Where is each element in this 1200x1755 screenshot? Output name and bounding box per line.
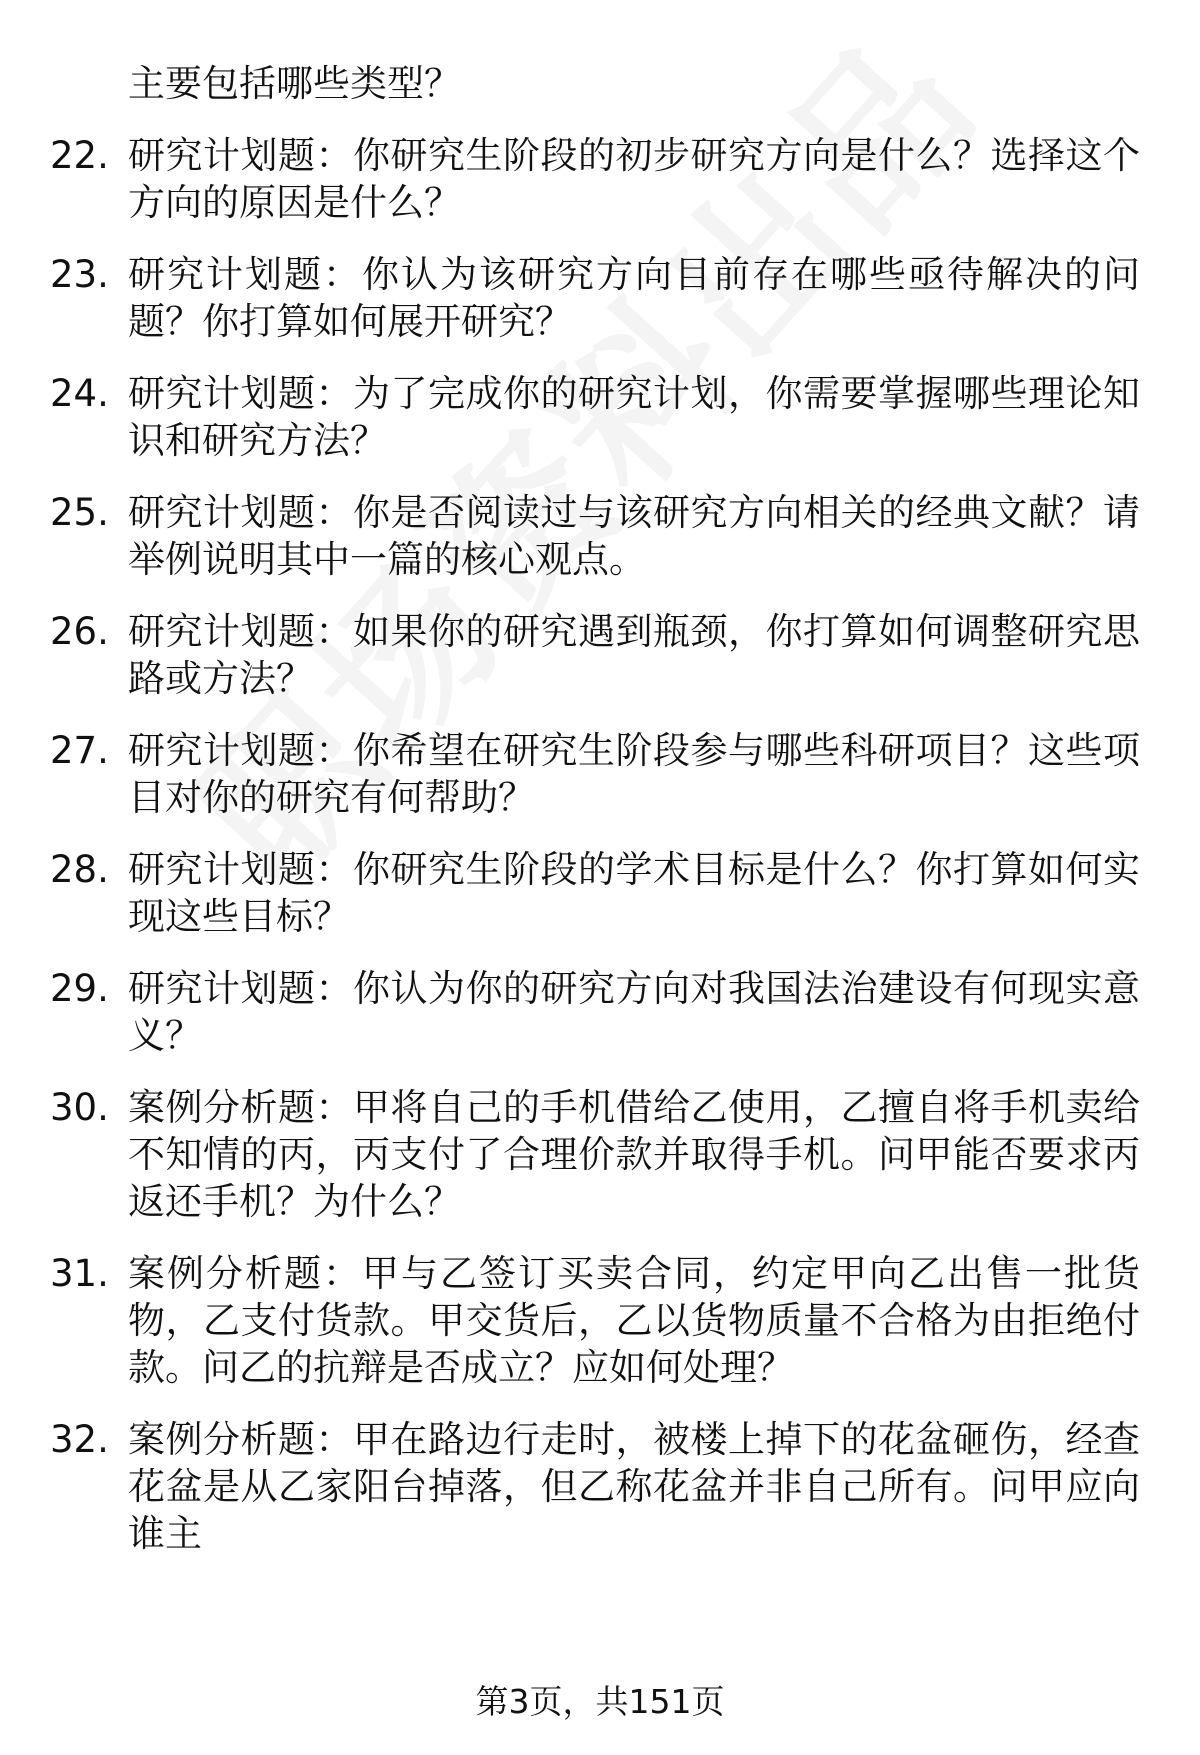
question-item-31 bbox=[50, 1250, 1140, 1391]
question-item-25 bbox=[50, 489, 1140, 583]
question-item-27 bbox=[50, 727, 1140, 821]
question-item-28 bbox=[50, 846, 1140, 940]
page-footer: 第3页，共151页 bbox=[475, 1682, 725, 1721]
question-text: 案例分析题：甲与乙签订买卖合同，约定甲向乙出售一批货物，乙支付货款。甲交货后，乙以货物质量不合格为由拒绝付款。问乙的抗辩是否成立？应如何处理？ bbox=[128, 1252, 1140, 1389]
question-item-30 bbox=[50, 1084, 1140, 1225]
question-number: 30. bbox=[50, 1086, 109, 1129]
question-text: 研究计划题：如果你的研究遇到瓶颈，你打算如何调整研究思路或方法？ bbox=[128, 610, 1140, 700]
question-text: 案例分析题：甲将自己的手机借给乙使用，乙擅自将手机卖给不知情的丙，丙支付了合理价款并取得手机。问甲能否要求丙返还手机？为什么？ bbox=[128, 1086, 1140, 1223]
question-number: 31. bbox=[50, 1252, 109, 1295]
question-text: 研究计划题：你研究生阶段的学术目标是什么？你打算如何实现这些目标？ bbox=[128, 848, 1140, 938]
question-number: 25. bbox=[50, 491, 109, 534]
question-item-23 bbox=[50, 251, 1140, 345]
question-item-22 bbox=[50, 132, 1140, 226]
question-text: 研究计划题：你是否阅读过与该研究方向相关的经典文献？请举例说明其中一篇的核心观点。 bbox=[128, 491, 1140, 581]
question-number: 29. bbox=[50, 967, 109, 1010]
question-number: 23. bbox=[50, 253, 109, 296]
question-text: 研究计划题：你认为该研究方向目前存在哪些亟待解决的问题？你打算如何展开研究？ bbox=[128, 253, 1140, 343]
question-text: 研究计划题：你研究生阶段的初步研究方向是什么？选择这个方向的原因是什么？ bbox=[128, 134, 1140, 224]
question-item-26 bbox=[50, 608, 1140, 702]
question-text: 案例分析题：甲在路边行走时，被楼上掉下的花盆砸伤，经查花盆是从乙家阳台掉落，但乙称花盆并非自己所有。问甲应向谁主 bbox=[128, 1418, 1140, 1555]
question-number: 22. bbox=[50, 134, 109, 177]
question-item-32 bbox=[50, 1416, 1140, 1557]
question-text: 研究计划题：为了完成你的研究计划，你需要掌握哪些理论知识和研究方法？ bbox=[128, 372, 1140, 462]
question-number: 27. bbox=[50, 729, 109, 772]
question-number: 32. bbox=[50, 1418, 109, 1461]
continued-question-text: 主要包括哪些类型？ bbox=[128, 62, 461, 105]
question-number: 24. bbox=[50, 372, 109, 415]
question-list bbox=[50, 60, 1140, 1582]
question-text: 研究计划题：你认为你的研究方向对我国法治建设有何现实意义？ bbox=[128, 967, 1140, 1057]
question-number: 26. bbox=[50, 610, 109, 653]
question-number: 28. bbox=[50, 848, 109, 891]
question-item-29 bbox=[50, 965, 1140, 1059]
question-item-24 bbox=[50, 370, 1140, 464]
question-text: 研究计划题：你希望在研究生阶段参与哪些科研项目？这些项目对你的研究有何帮助？ bbox=[128, 729, 1140, 819]
